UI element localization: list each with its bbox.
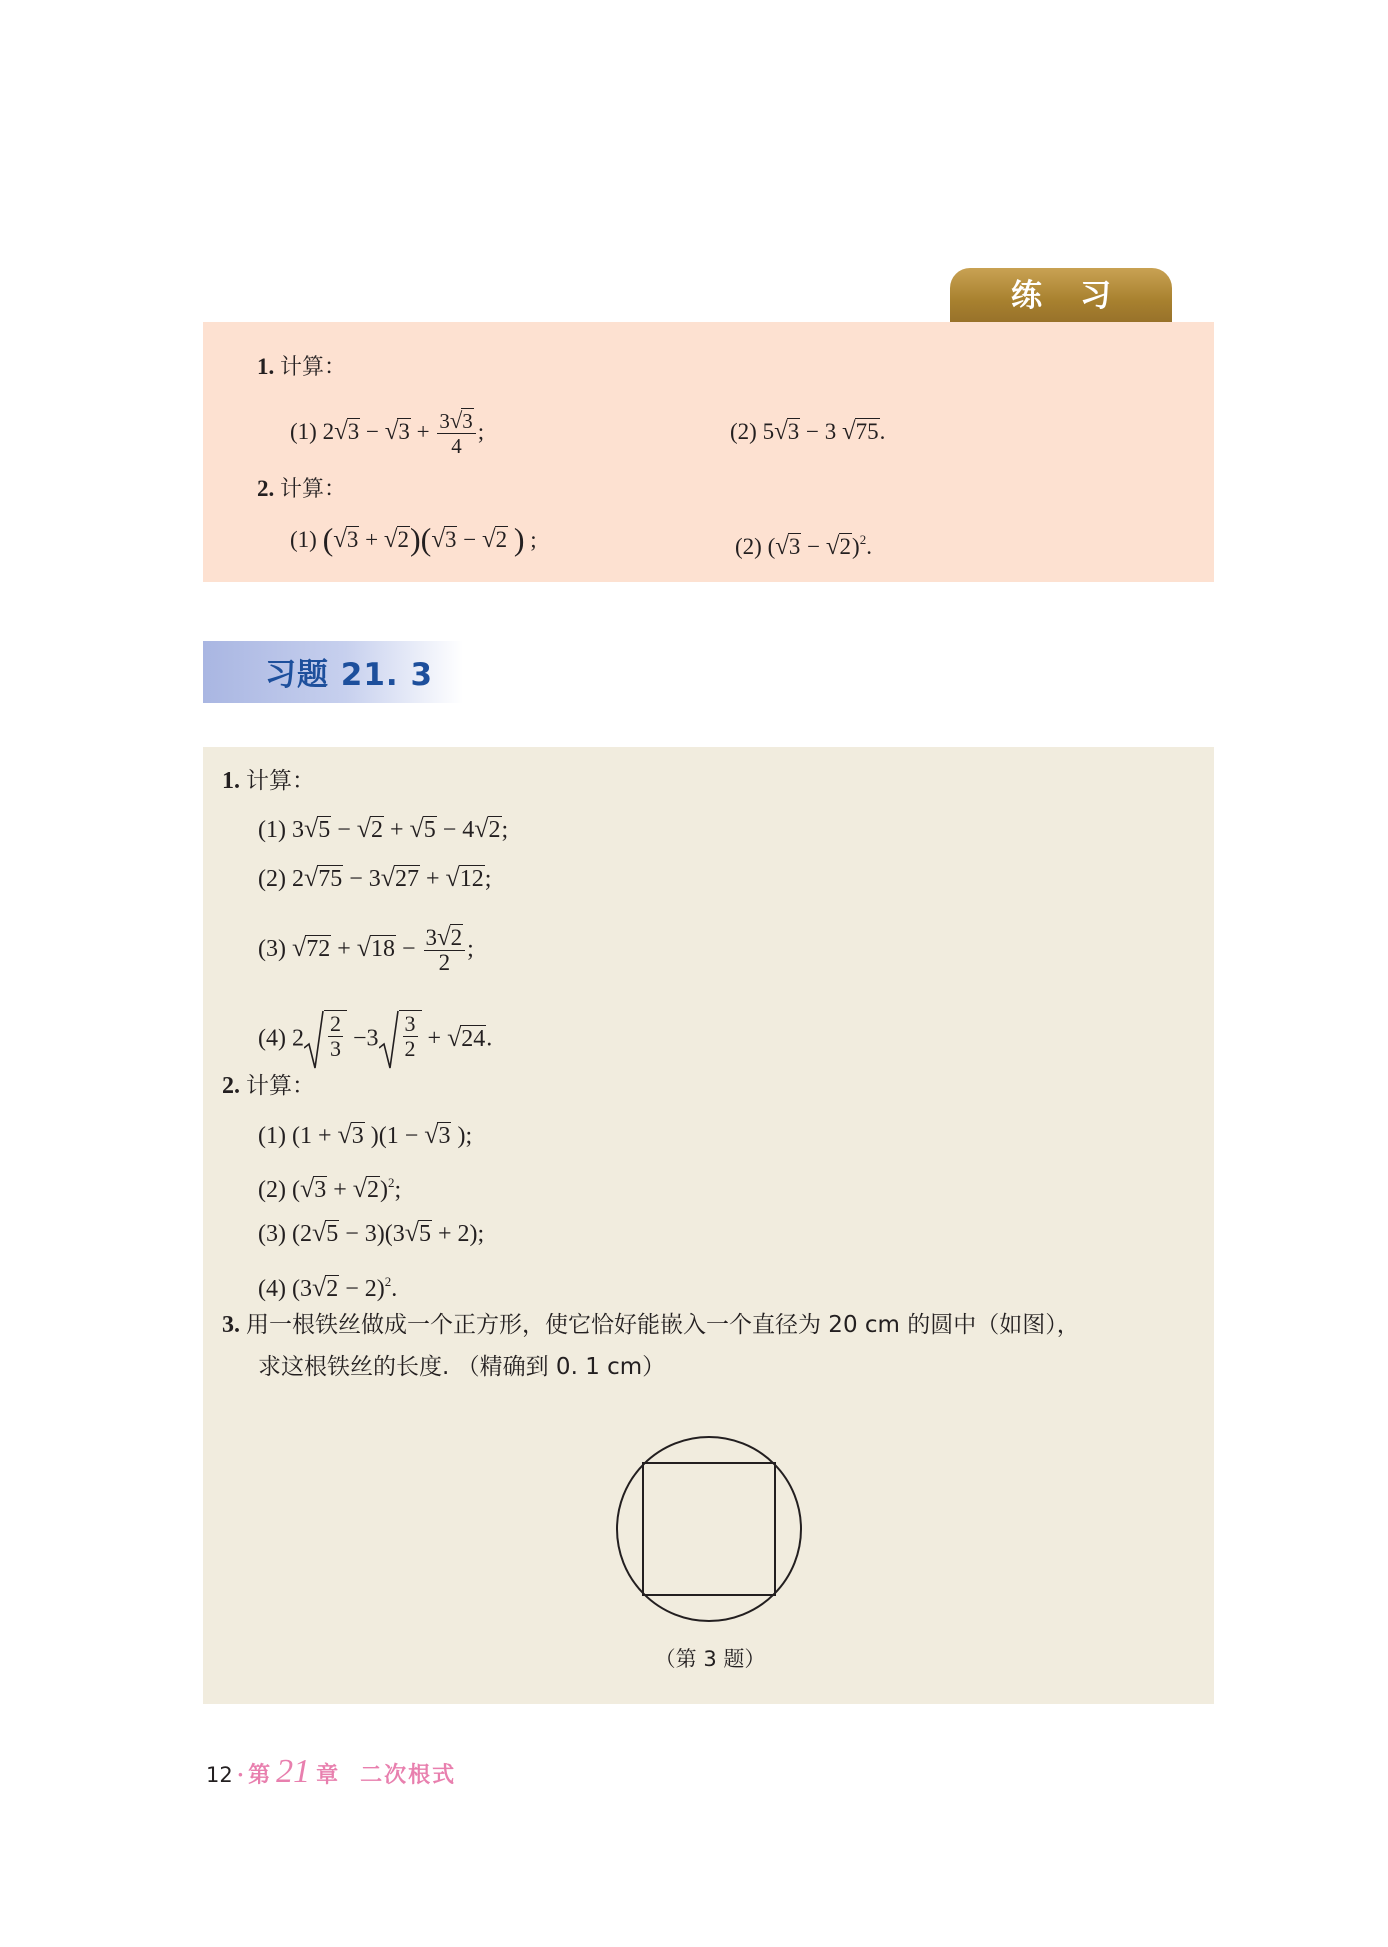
item-label: (4) [258,1276,286,1302]
exercise-q1-item4: (4) 2 $\frac{2}{3}$ −3 $\frac{3}{2}$ + √24. [258,1010,492,1070]
item-label: (2) [730,419,757,444]
separator-dot: · [236,1762,245,1787]
exercise-q2-item3: (3) (2√5 − 3)(3√5 + 2); [258,1218,485,1247]
practice-q1 [257,352,346,383]
question-text: 求这根铁丝的长度. （精确到 0. 1 cm） [258,1354,666,1380]
chapter-title: 二次根式 [360,1763,457,1788]
exercise-q1 [222,766,315,796]
item-label: (3) [258,1221,286,1247]
item-label: (1) [290,418,317,444]
practice-q1-item2: (2) 5√3 − 3 √75. [730,418,886,445]
exercise-heading [203,641,463,703]
circle [617,1437,801,1621]
practice-q2 [257,474,346,505]
item-label: (4) [258,1025,286,1052]
chapter-number: 21 [276,1753,311,1790]
practice-q2-item2: (2) $(√3 - √2)^2$. [735,532,872,560]
practice-q1-item1: (1) 2√3 − √3 + $\frac{3√3}{4}$ ; [290,408,485,458]
question-number: 2. [222,1073,240,1099]
item-label: (1) [258,817,286,843]
practice-q2-item1: (1) (√3 + √2)(√3 − √2 ) ; [290,521,537,557]
radical: $\frac{3}{2}$ [379,1010,422,1070]
figure-caption: （第 3 题） [654,1647,766,1671]
practice-tab: 练习 [950,268,1172,322]
exercise-q1-item1: (1) 3√5 − √2 + √5 − 4√2; [258,814,509,843]
page-number: 12 [206,1763,233,1787]
exercise-q2-item4: (4) $(3√2 - 2)^2$. [258,1273,398,1302]
question-text: 用一根铁丝做成一个正方形，使它恰好能嵌入一个直径为 20 cm 的圆中（如图）， [246,1312,1080,1338]
exercise-q2-item1: (1) (1 + √3 )(1 − √3 ); [258,1120,473,1149]
question-prompt: 计算： [246,1073,315,1099]
question-prompt: 计算： [280,355,347,380]
exercise-q3 [222,1310,1080,1340]
exercise-title: 习题 21. 3 [265,657,434,693]
exercise-q3-line2 [258,1352,665,1382]
fraction: $\frac{3√2}{2}$ [424,927,466,974]
exercise-q2-item2: (2) $(√3 + √2)^2$; [258,1174,402,1203]
chapter-suffix: 章 [316,1763,339,1788]
item-label: (1) [290,527,317,552]
inscribed-square [643,1463,775,1595]
question-number: 3. [222,1312,240,1338]
fraction: $\frac{3√3}{4}$ [437,410,475,457]
page-footer [206,1755,456,1793]
exercise-q2 [222,1071,315,1101]
item-label: (2) [258,866,286,892]
question-prompt: 计算： [246,768,315,794]
item-label: (3) [258,936,286,963]
question-number: 2. [257,476,275,501]
item-label: (1) [258,1123,286,1149]
question-prompt: 计算： [280,477,347,502]
exercise-q1-item2: (2) 2√75 − 3√27 + √12; [258,863,492,892]
chapter-prefix: 第 [248,1763,271,1788]
circle-square-figure [614,1434,804,1629]
exercise-q1-item3: (3) √72 + √18 − $\frac{3√2}{2}$ ; [258,924,474,975]
question-number: 1. [222,768,240,794]
question-number: 1. [257,354,275,379]
item-label: (2) [735,534,762,559]
radical: $\frac{2}{3}$ [304,1010,347,1070]
item-label: (2) [258,1177,286,1203]
